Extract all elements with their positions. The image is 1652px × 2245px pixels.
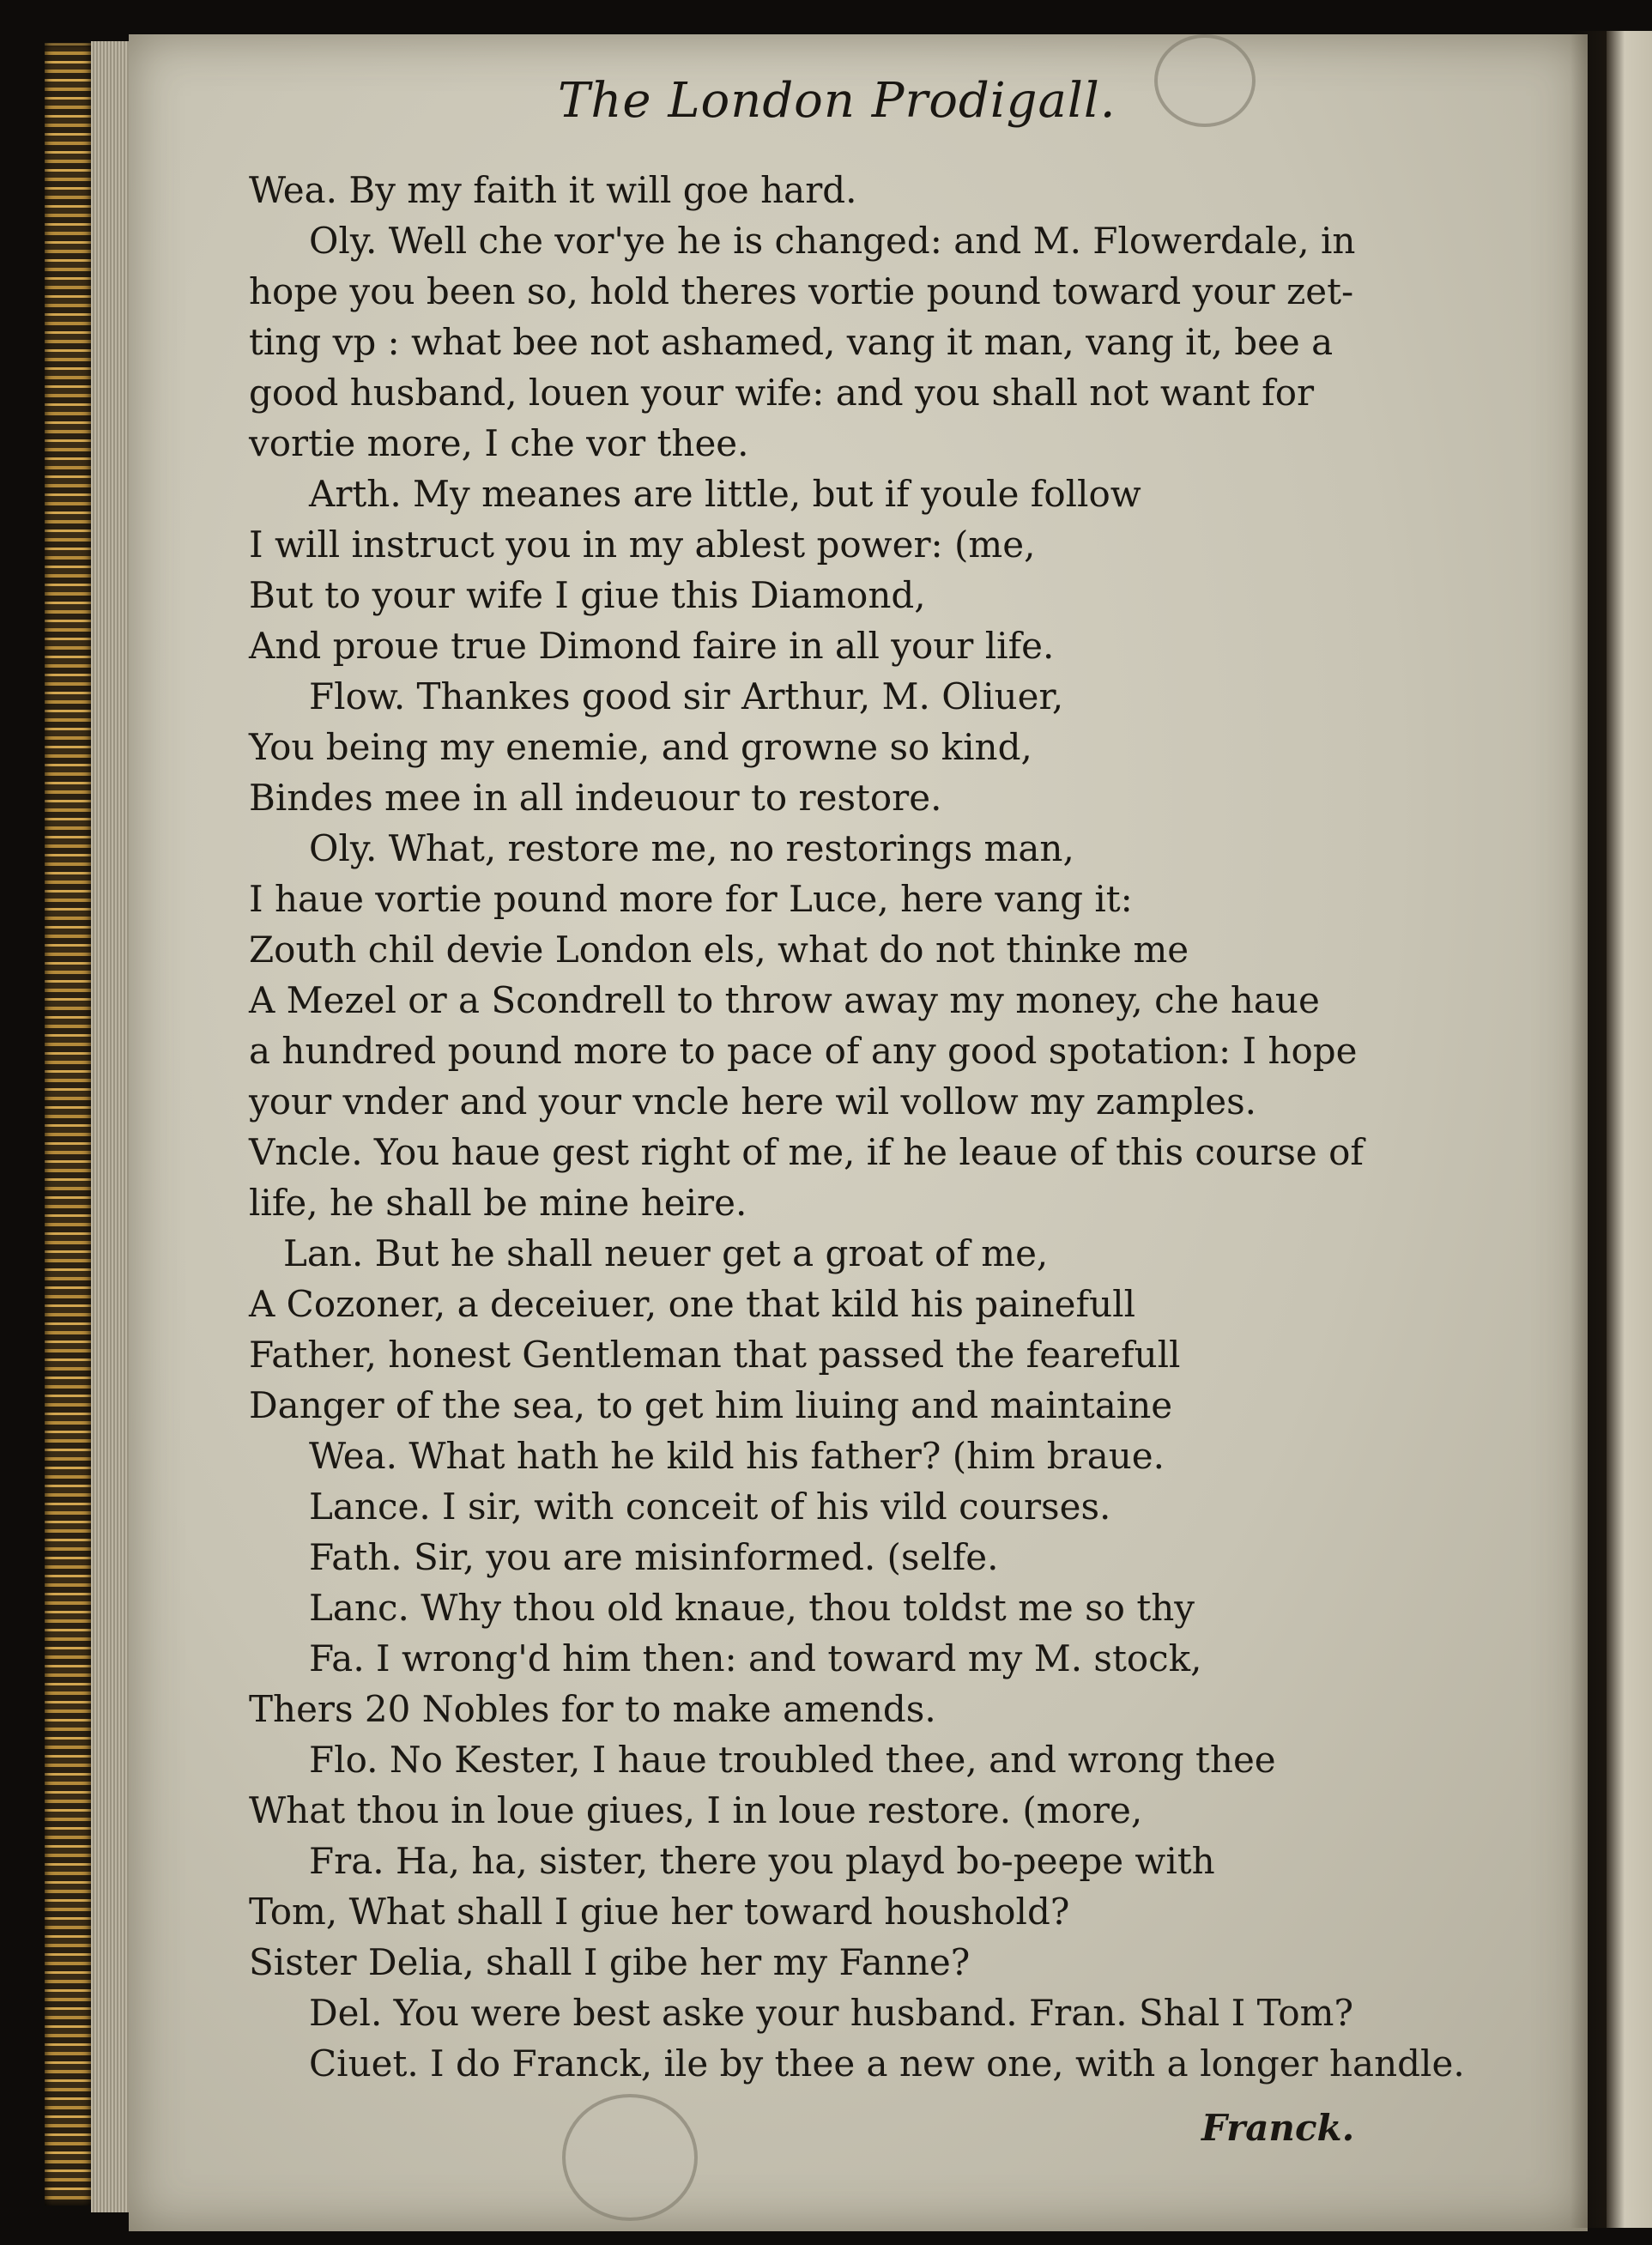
catchword: Franck. (1201, 2107, 1355, 2149)
text-line: Lanc. Why thou old knaue, thou toldst me so thy (309, 1587, 1195, 1629)
gilt-binding-edge (45, 43, 94, 2206)
text-line: Tom, What shall I giue her toward houshold? (249, 1891, 1070, 1933)
text-line: Lance. I sir, with conceit of his vild courses. (309, 1486, 1111, 1528)
text-line: Bindes mee in all indeuour to restore. (249, 777, 942, 819)
text-line: What thou in loue giues, I in loue restore. (more, (249, 1789, 1143, 1831)
text-line: Flo. No Kester, I haue troubled thee, and wrong thee (309, 1739, 1276, 1781)
text-line: a hundred pound more to pace of any good spotation: I hope (249, 1030, 1358, 1072)
text-line: Sister Delia, shall I gibe her my Fanne? (249, 1941, 971, 1983)
text-line: Del. You were best aske your husband. Fran. Shal I Tom? (309, 1992, 1353, 2034)
text-line: good husband, louen your wife: and you shall not want for (249, 372, 1315, 414)
text-line: Oly. Well che vor'ye he is changed: and M. Flowerdale, in (309, 220, 1356, 262)
text-line: I will instruct you in my ablest power: (me, (249, 523, 1036, 566)
page-clip-top (1154, 34, 1256, 127)
text-line: Ciuet. I do Franck, ile by thee a new one, with a longer handle. (309, 2042, 1465, 2085)
text-line: A Cozoner, a deceiuer, one that kild his painefull (249, 1283, 1135, 1325)
text-line: hope you been so, hold theres vortie pound toward your zet- (249, 270, 1354, 312)
text-line: life, he shall be mine heire. (249, 1182, 747, 1224)
text-line: ting vp : what bee not ashamed, vang it man, vang it, bee a (249, 321, 1334, 363)
text-line: A Mezel or a Scondrell to throw away my money, che haue (249, 979, 1320, 1021)
text-line: Oly. What, restore me, no restorings man, (309, 827, 1074, 869)
text-line: Lan. But he shall neuer get a groat of me, (283, 1232, 1049, 1274)
text-line: Arth. My meanes are little, but if youle follow (309, 473, 1141, 515)
text-line: Fath. Sir, you are misinformed. (selfe. (309, 1536, 999, 1578)
text-line: And proue true Dimond faire in all your life. (249, 625, 1055, 667)
facing-page-edge (1607, 31, 1652, 2228)
page-clip-bottom (562, 2094, 698, 2221)
text-line: Father, honest Gentleman that passed the fearefull (249, 1334, 1181, 1376)
text-line: Vncle. You haue gest right of me, if he leaue of this course of (249, 1131, 1364, 1173)
text-line: I haue vortie pound more for Luce, here vang it: (249, 878, 1133, 920)
text-line: Fra. Ha, ha, sister, there you playd bo-peepe with (309, 1840, 1215, 1882)
running-head: The London Prodigall. (558, 73, 1116, 129)
text-line: Zouth chil devie London els, what do not thinke me (249, 929, 1189, 971)
text-line: Wea. What hath he kild his father? (him braue. (309, 1435, 1165, 1477)
text-line: Thers 20 Nobles for to make amends. (249, 1688, 936, 1730)
text-line: But to your wife I giue this Diamond, (249, 574, 926, 616)
text-line: You being my enemie, and growne so kind, (249, 726, 1032, 768)
text-line: Fa. I wrong'd him then: and toward my M. stock, (309, 1637, 1202, 1679)
text-line: Flow. Thankes good sir Arthur, M. Oliuer, (309, 675, 1064, 717)
text-line: your vnder and your vncle here wil vollow my zamples. (249, 1080, 1256, 1122)
play-text (249, 165, 1465, 2089)
text-line: vortie more, I che vor thee. (249, 422, 749, 464)
text-line: Danger of the sea, to get him liuing and maintaine (249, 1384, 1173, 1426)
text-line: Wea. By my faith it will goe hard. (249, 169, 857, 211)
